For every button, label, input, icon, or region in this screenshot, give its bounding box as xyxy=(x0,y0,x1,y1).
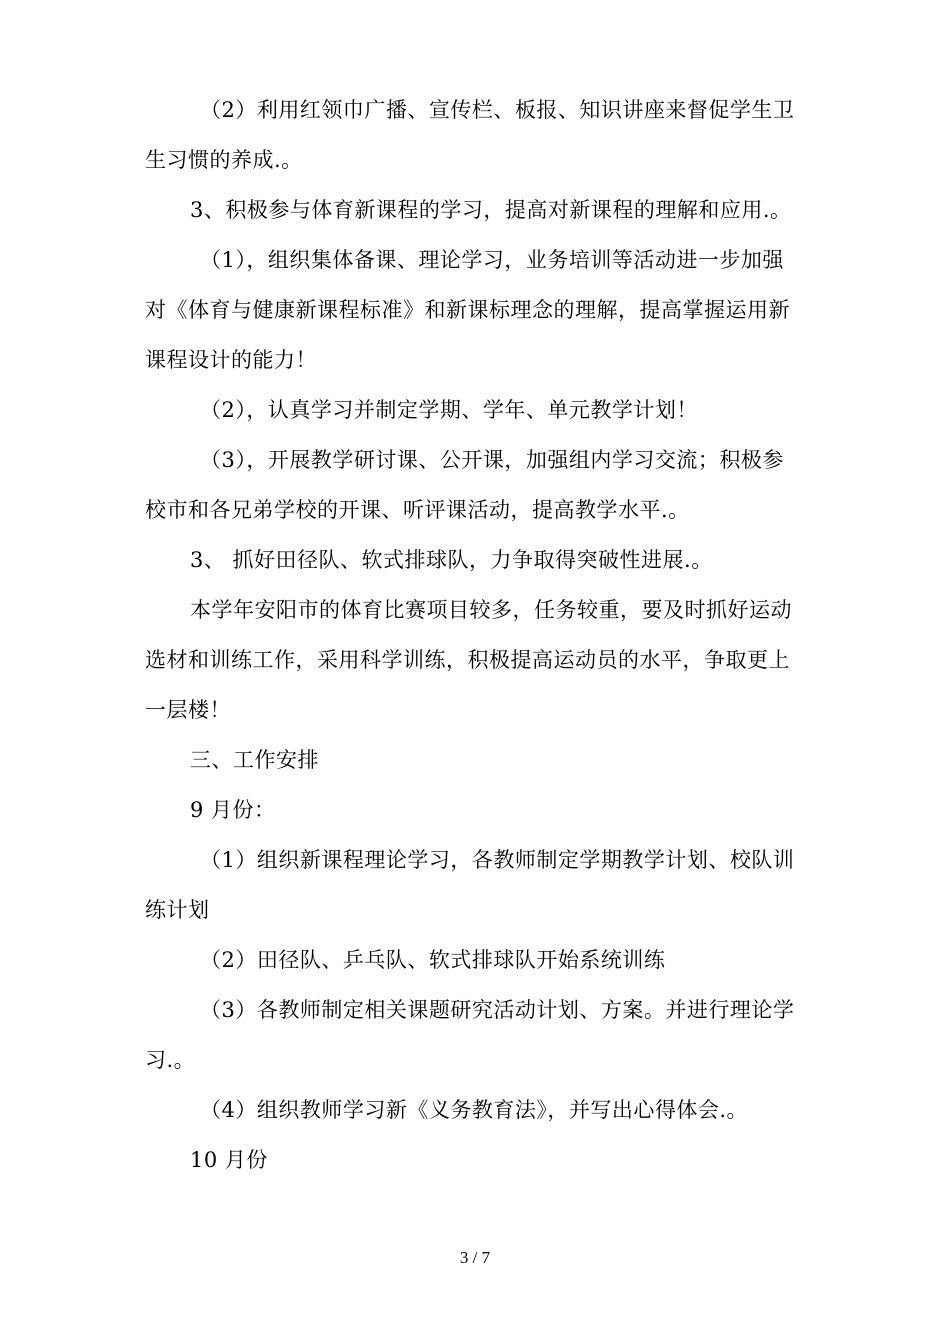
text-line-4: （1），组织集体备课、理论学习，业务培训等活动进一步加强 xyxy=(200,248,784,272)
page-number: 3 / 7 xyxy=(459,1248,491,1267)
text-line-18: （2）田径队、乒乓队、软式排球队开始系统训练 xyxy=(200,948,666,972)
text-line-20: 习.。 xyxy=(145,1048,196,1072)
text-line-3: 3、积极参与体育新课程的学习，提高对新课程的理解和应用.。 xyxy=(190,198,792,222)
text-line-17: 练计划 xyxy=(145,898,210,922)
text-line-21: （4）组织教师学习新《义务教育法》，并写出心得体会.。 xyxy=(200,1098,749,1122)
text-line-2: 生习惯的养成.。 xyxy=(145,148,303,172)
text-line-12: 选材和训练工作，采用科学训练，积极提高运动员的水平，争取更上 xyxy=(145,648,790,672)
text-line-1: （2）利用红领巾广播、宣传栏、板报、知识讲座来督促学生卫 xyxy=(200,98,795,122)
text-line-9: 校市和各兄弟学校的开课、听评课活动，提高教学水平.。 xyxy=(145,498,690,522)
text-line-19: （3）各教师制定相关课题研究活动计划、方案。并进行理论学 xyxy=(200,998,795,1022)
month-heading-october: 10 月份 xyxy=(190,1148,268,1172)
section-heading: 三、工作安排 xyxy=(190,748,319,772)
text-line-10: 3、 抓好田径队、软式排球队，力争取得突破性进展.。 xyxy=(190,548,713,572)
text-line-7: （2），认真学习并制定学期、学年、单元教学计划！ xyxy=(200,398,698,422)
text-line-5: 对《体育与健康新课程标准》和新课标理念的理解，提高掌握运用新 xyxy=(145,298,790,322)
text-line-13: 一层楼！ xyxy=(145,698,231,722)
text-line-6: 课程设计的能力！ xyxy=(145,348,317,372)
text-line-16: （1）组织新课程理论学习，各教师制定学期教学计划、校队训 xyxy=(200,848,795,872)
text-line-11: 本学年安阳市的体育比赛项目较多，任务较重，要及时抓好运动 xyxy=(190,598,792,622)
text-line-8: （3），开展教学研讨课、公开课，加强组内学习交流；积极参 xyxy=(200,448,784,472)
month-heading-september: 9 月份： xyxy=(190,798,276,822)
